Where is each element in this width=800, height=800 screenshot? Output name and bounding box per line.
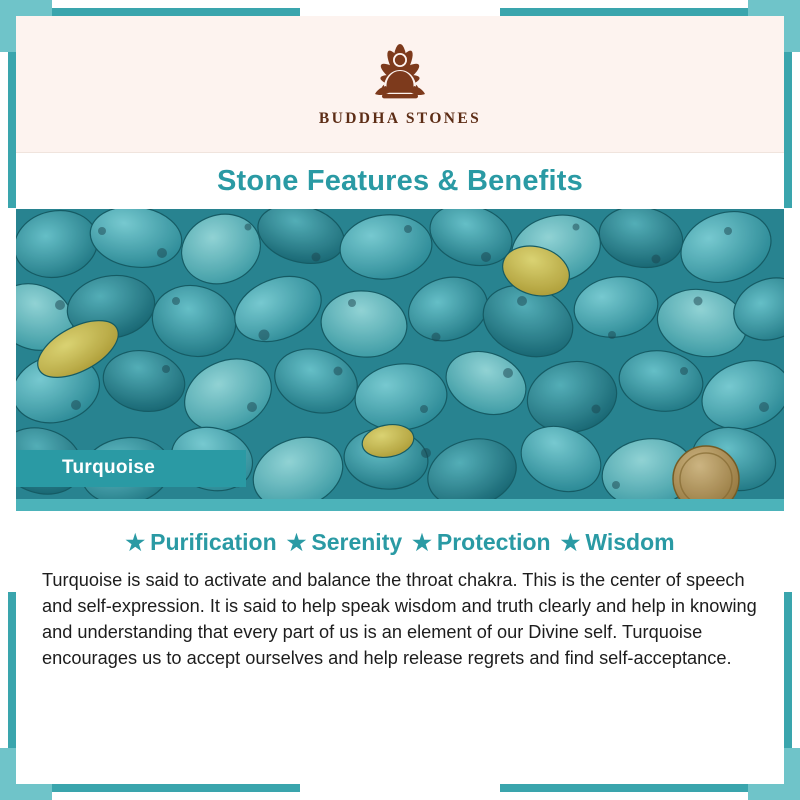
keyword-label: Protection [436, 529, 551, 555]
content-card [16, 16, 784, 784]
stone-name-label: Turquoise [16, 450, 246, 487]
star-icon: ★ [560, 529, 581, 555]
keyword-label: Purification [150, 529, 277, 555]
keyword-label: Serenity [311, 529, 403, 555]
keyword-label: Wisdom [585, 529, 675, 555]
keyword-list [42, 529, 758, 556]
keyword-item [412, 529, 550, 556]
star-icon: ★ [286, 529, 307, 555]
stone-description: Turquoise is said to activate and balance the throat chakra. This is the center of speech and self-expression. It is said to help speak wisdom and truth clearly and help in knowing and understanding that every part of us is an element of our Divine self. Turquoise encourages us to accept ourselves and help release regrets and find self-acceptance. [42, 570, 757, 668]
keyword-item [561, 529, 675, 556]
keyword-item [287, 529, 403, 556]
lotus-meditation-figure-icon [325, 30, 475, 108]
section-separator [16, 499, 784, 511]
benefits-section [16, 511, 784, 784]
star-icon: ★ [125, 529, 146, 555]
star-icon: ★ [412, 529, 432, 555]
hero-image [16, 209, 784, 499]
keyword-item [125, 529, 276, 556]
brand-header [16, 16, 784, 152]
brand-name: BUDDHA STONES [318, 110, 482, 127]
section-title-band [16, 152, 784, 209]
page-title: Stone Features & Benefits [217, 164, 583, 197]
